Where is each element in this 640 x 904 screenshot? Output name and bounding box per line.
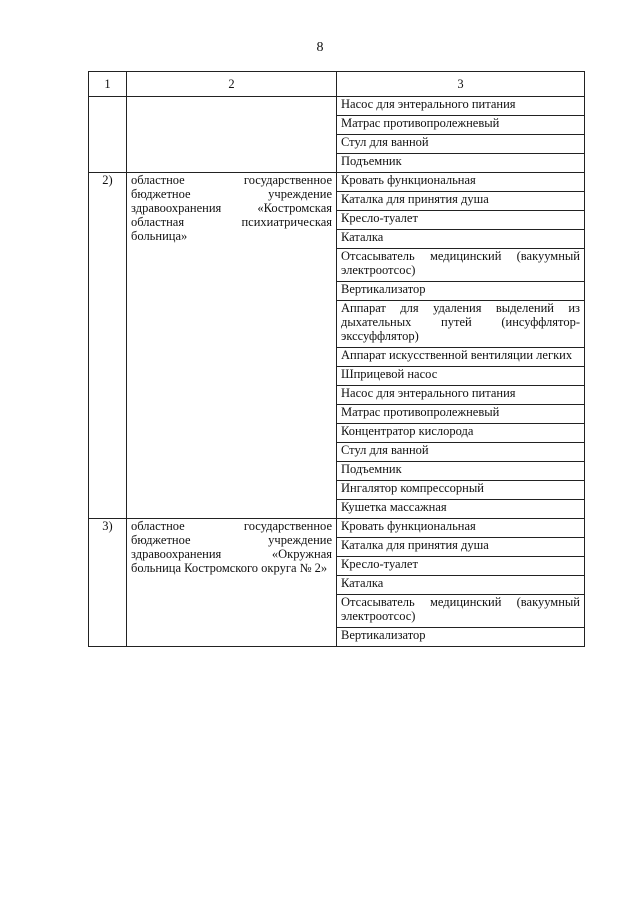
table-body: [89, 72, 585, 647]
equipment-item: Шприцевой насос: [337, 367, 585, 386]
equipment-item: Насос для энтерального питания: [337, 97, 585, 116]
equipment-item: Кресло-туалет: [337, 211, 585, 230]
column-header-2: 2: [127, 72, 337, 97]
row-number-cell: 3): [89, 519, 127, 647]
equipment-item: Каталка: [337, 576, 585, 595]
equipment-item: Стул для ванной: [337, 135, 585, 154]
column-header-1: 1: [89, 72, 127, 97]
row-number-cell: [89, 97, 127, 173]
organization-cell: областное государственное бюджетное учреждение здравоохранения «Костромская областная психиатрическая больница»: [127, 173, 337, 519]
equipment-item: Концентратор кислорода: [337, 424, 585, 443]
equipment-item: Кровать функциональная: [337, 173, 585, 192]
equipment-item: Стул для ванной: [337, 443, 585, 462]
equipment-item: Отсасыватель медицинский (вакуумный электроотсос): [337, 249, 585, 282]
page-number: 8: [316, 40, 324, 55]
equipment-item: Вертикализатор: [337, 282, 585, 301]
equipment-item: Насос для энтерального питания: [337, 386, 585, 405]
equipment-item: Вертикализатор: [337, 628, 585, 647]
equipment-item: Аппарат для удаления выделений из дыхательных путей (инсуффлятор-экссуффлятор): [337, 301, 585, 348]
equipment-table: [88, 71, 585, 647]
column-header-3: 3: [337, 72, 585, 97]
table-row: [89, 519, 585, 538]
equipment-item: Кушетка массажная: [337, 500, 585, 519]
header-row: [89, 72, 585, 97]
equipment-item: Матрас противопролежневый: [337, 116, 585, 135]
equipment-item: Каталка для принятия душа: [337, 538, 585, 557]
equipment-item: Аппарат искусственной вентиляции легких: [337, 348, 585, 367]
organization-cell: областное государственное бюджетное учреждение здравоохранения «Окружная больница Костромского округа № 2»: [127, 519, 337, 647]
equipment-item: Кровать функциональная: [337, 519, 585, 538]
equipment-item: Кресло-туалет: [337, 557, 585, 576]
equipment-item: Подъемник: [337, 154, 585, 173]
table-row: [89, 97, 585, 116]
equipment-item: Подъемник: [337, 462, 585, 481]
table-row: [89, 173, 585, 192]
equipment-item: Отсасыватель медицинский (вакуумный электроотсос): [337, 595, 585, 628]
equipment-item: Ингалятор компрессорный: [337, 481, 585, 500]
equipment-item: Матрас противопролежневый: [337, 405, 585, 424]
equipment-item: Каталка: [337, 230, 585, 249]
organization-cell: [127, 97, 337, 173]
row-number-cell: 2): [89, 173, 127, 519]
equipment-item: Каталка для принятия душа: [337, 192, 585, 211]
